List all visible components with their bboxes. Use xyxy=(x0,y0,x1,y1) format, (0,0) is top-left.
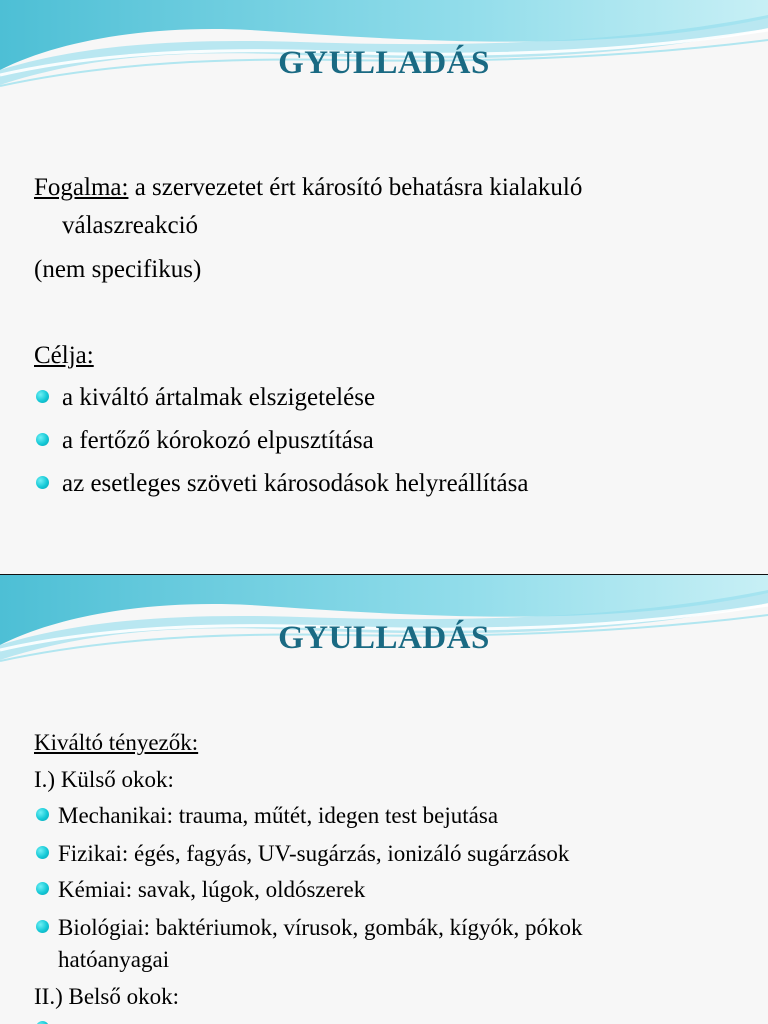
slide-1-title: GYULLADÁS xyxy=(278,45,490,81)
external-label: I.) Külső okok: xyxy=(34,767,174,792)
bullet-icon xyxy=(36,846,49,859)
slide-2 xyxy=(0,575,768,1024)
bullet-icon xyxy=(36,920,49,933)
bullet-icon xyxy=(36,433,49,446)
external-item: Biológiai: baktériumok, vírusok, gombák, kígyók, pókok xyxy=(58,915,583,940)
internal-label: II.) Belső okok: xyxy=(34,984,180,1009)
goal-item: a fertőző kórokozó elpusztítása xyxy=(62,427,374,454)
external-item: Fizikai: égés, fagyás, UV-sugárzás, ionizáló sugárzások xyxy=(58,841,570,866)
external-item: Mechanikai: trauma, műtét, idegen test bejutása xyxy=(58,803,499,828)
definition-label: Fogalma: xyxy=(34,174,129,201)
slide-2-title: GYULLADÁS xyxy=(278,620,490,656)
factors-label: Kiváltó tényezők: xyxy=(34,730,199,755)
nonspecific-note: (nem specifikus) xyxy=(34,256,202,283)
bullet-icon xyxy=(36,476,49,489)
goal-label: Célja: xyxy=(34,342,94,369)
external-item-continuation: hatóanyagai xyxy=(58,947,170,972)
bullet-icon xyxy=(36,390,49,403)
goal-item: az esetleges szöveti károsodások helyreállítása xyxy=(62,470,529,497)
bullet-icon xyxy=(36,882,49,895)
bullet-icon xyxy=(36,808,49,821)
definition-continuation: válaszreakció xyxy=(62,212,199,239)
definition-line xyxy=(34,174,582,202)
external-item: Kémiai: savak, lúgok, oldószerek xyxy=(58,877,366,902)
goal-item: a kiváltó ártalmak elszigetelése xyxy=(62,384,376,411)
definition-text: a szervezetet ért károsító behatásra kialakuló xyxy=(128,174,583,201)
